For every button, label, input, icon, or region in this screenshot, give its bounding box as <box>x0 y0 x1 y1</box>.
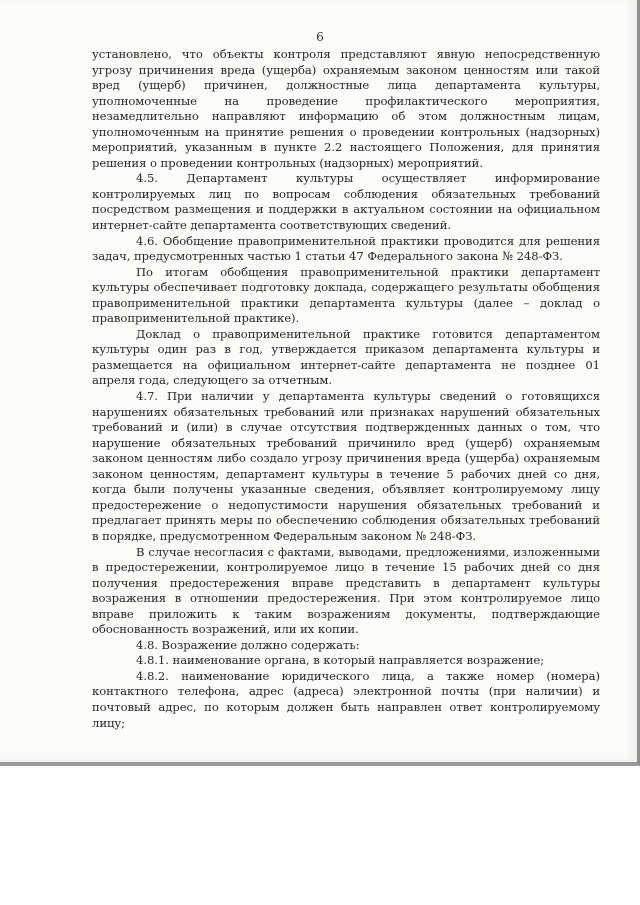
page-number: 6 <box>316 30 324 44</box>
paragraph-4-5: 4.5. Департамент культуры осуществляет информирование контролируемых лиц по вопросам соблюдения обязательных требований посредством размещения и поддержки в актуальном состоянии на официальном интернет-сайте департамента соответствующих сведений. <box>92 171 600 233</box>
paragraph-4-8-2: 4.8.2. наименование юридического лица, а также номер (номера) контактного телефона, адрес (адреса) электронной почты (при наличии) и почтовый адрес, по которым должен быть направлен ответ контролируемому лицу; <box>92 668 600 730</box>
paragraph-continuation: установлено, что объекты контроля представляют явную непосредственную угрозу причинения вреда (ущерба) охраняемым законом ценностям или такой вред (ущерб) причинен, должностные лица департамента культуры, уполномоченные на проведение профилактического мероприятия, незамедлительно направляют информацию об этом должностным лицам, уполномоченным на принятие решения о проведении контрольных (надзорных) мероприятий, указанным в пункте 2.2 настоящего Положения, для принятия решения о проведении контрольных (надзорных) мероприятий. <box>92 47 600 170</box>
paragraph-report-preparation: По итогам обобщения правоприменительной практики департамент культуры обеспечивает подготовку доклада, содержащего результаты обобщения правоприменительной практики департамента культуры (далее – доклад о правоприменительной практике). <box>92 264 600 326</box>
paragraph-objections: В случае несогласия с фактами, выводами, предложениями, изложенными в предостережении, контролируемое лицо в течение 15 рабочих дней со дня получения предостережения вправе представить в департамент культуры возражения в отношении предостережения. При этом контролируемое лицо вправе приложить к таким возражениям документы, подтверждающие обоснованность возражений, или их копии. <box>92 544 600 637</box>
paragraph-4-8-1: 4.8.1. наименование органа, в который направляется возражение; <box>136 653 545 668</box>
paragraph-4-7: 4.7. При наличии у департамента культуры сведений о готовящихся нарушениях обязательных требований или признаках нарушений обязательных требований и (или) в случае отсутствия подтвержденных данных о том, что нарушение обязательных требований причинило вред (ущерб) охраняемым законом ценностям либо создало угрозу причинения вреда (ущерба) охраняемым законом ценностям, департамент культуры в течение 5 рабочих дней со дня, когда были получены указанные сведения, объявляет контролируемому лицу предостережение о недопустимости нарушения обязательных требований и предлагает принять меры по обеспечению соблюдения обязательных требований в порядке, предусмотренном Федеральным законом № 248-ФЗ. <box>92 389 600 543</box>
paragraph-report-publication: Доклад о правоприменительной практике готовится департаментом культуры один раз в год, утверждается приказом департамента культуры и размещается на официальном интернет-сайте департамента не позднее 01 апреля года, следующего за отчетным. <box>92 326 600 388</box>
paragraph-4-6: 4.6. Обобщение правоприменительной практики проводится для решения задач, предусмотренных частью 1 статьи 47 Федерального закона № 248-ФЗ. <box>92 233 600 264</box>
paragraph-4-8: 4.8. Возражение должно содержать: <box>136 637 360 652</box>
document-body <box>92 47 600 731</box>
